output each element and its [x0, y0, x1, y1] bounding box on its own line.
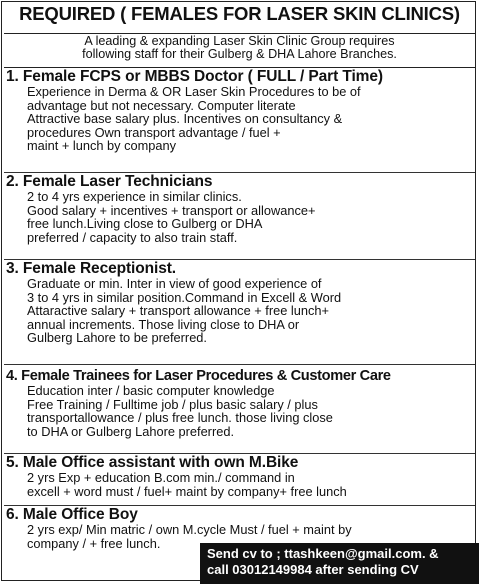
job-section-doctor — [6, 69, 383, 153]
job-line: 2 to 4 yrs experience in similar clinics. — [27, 189, 242, 204]
job-title: 6. Male Office Boy — [6, 506, 138, 523]
contact-box — [200, 543, 479, 584]
job-description — [6, 384, 391, 438]
job-line: annual increments. Those living close to DHA or — [27, 316, 300, 332]
job-description — [6, 85, 383, 153]
job-description — [6, 190, 315, 244]
job-line: 3 to 4 yrs in similar position.Command in Excell & Word — [27, 289, 342, 305]
job-line: maint + lunch by company — [27, 138, 177, 154]
job-line: Graduate or min. Inter in view of good experience of — [27, 276, 322, 291]
ad-intro: A leading & expanding Laser Skin Clinic Group requires following staff for their Gulberg & DHA Lahore Branches. — [82, 34, 397, 61]
job-line: procedures Own transport advantage / fuel + — [27, 124, 281, 140]
job-line: 2 yrs Exp + education B.com min./ command in — [27, 470, 295, 485]
job-line: advantage but not necessary. Computer literate — [27, 97, 296, 113]
contact-email-line: Send cv to ; ttashkeen@gmail.com. & — [207, 546, 439, 561]
ad-title: REQUIRED ( FEMALES FOR LASER SKIN CLINICS) — [19, 3, 460, 24]
job-section-trainees — [6, 368, 391, 438]
job-line: 2 yrs exp/ Min matric / own M.cycle Must / fuel + maint by — [27, 522, 352, 537]
job-line: Experience in Derma & OR Laser Skin Procedures to be of — [27, 84, 361, 99]
job-line: company / + free lunch. — [27, 535, 161, 551]
job-section-office-assistant — [6, 455, 347, 498]
job-description — [6, 471, 347, 498]
job-title: 3. Female Receptionist. — [6, 260, 176, 277]
job-description — [6, 277, 341, 345]
job-line: Good salary + incentives + transport or allowance+ — [27, 202, 316, 218]
job-section-laser-technicians — [6, 174, 315, 244]
job-section-receptionist — [6, 261, 341, 345]
job-line: preferred / capacity to also train staff. — [27, 229, 238, 245]
contact-phone-line: call 03012149984 after sending CV — [207, 562, 419, 577]
job-line: Attractive base salary plus. Incentives on consultancy & — [27, 111, 343, 127]
job-line: transportallowance / plus free lunch. those living close — [27, 410, 333, 426]
job-title: 2. Female Laser Technicians — [6, 173, 213, 190]
job-line: free lunch.Living close to Gulberg or DHA — [27, 216, 263, 232]
job-line: excell + word must / fuel+ maint by company+ free lunch — [27, 483, 347, 499]
job-line: to DHA or Gulberg Lahore preferred. — [27, 423, 234, 439]
job-title: 1. Female FCPS or MBBS Doctor ( FULL / Part Time) — [6, 68, 383, 85]
job-line: Free Training / Fulltime job / plus basic salary / plus — [27, 396, 318, 412]
divider — [4, 364, 475, 365]
job-line: Attaractive salary + transport allowance + free lunch+ — [27, 303, 329, 319]
job-line: Education inter / basic computer knowledge — [27, 383, 275, 398]
job-title: 4. Female Trainees for Laser Procedures & Customer Care — [6, 368, 391, 384]
job-line: Gulberg Lahore to be preferred. — [27, 330, 207, 346]
job-title: 5. Male Office assistant with own M.Bike — [6, 454, 299, 471]
